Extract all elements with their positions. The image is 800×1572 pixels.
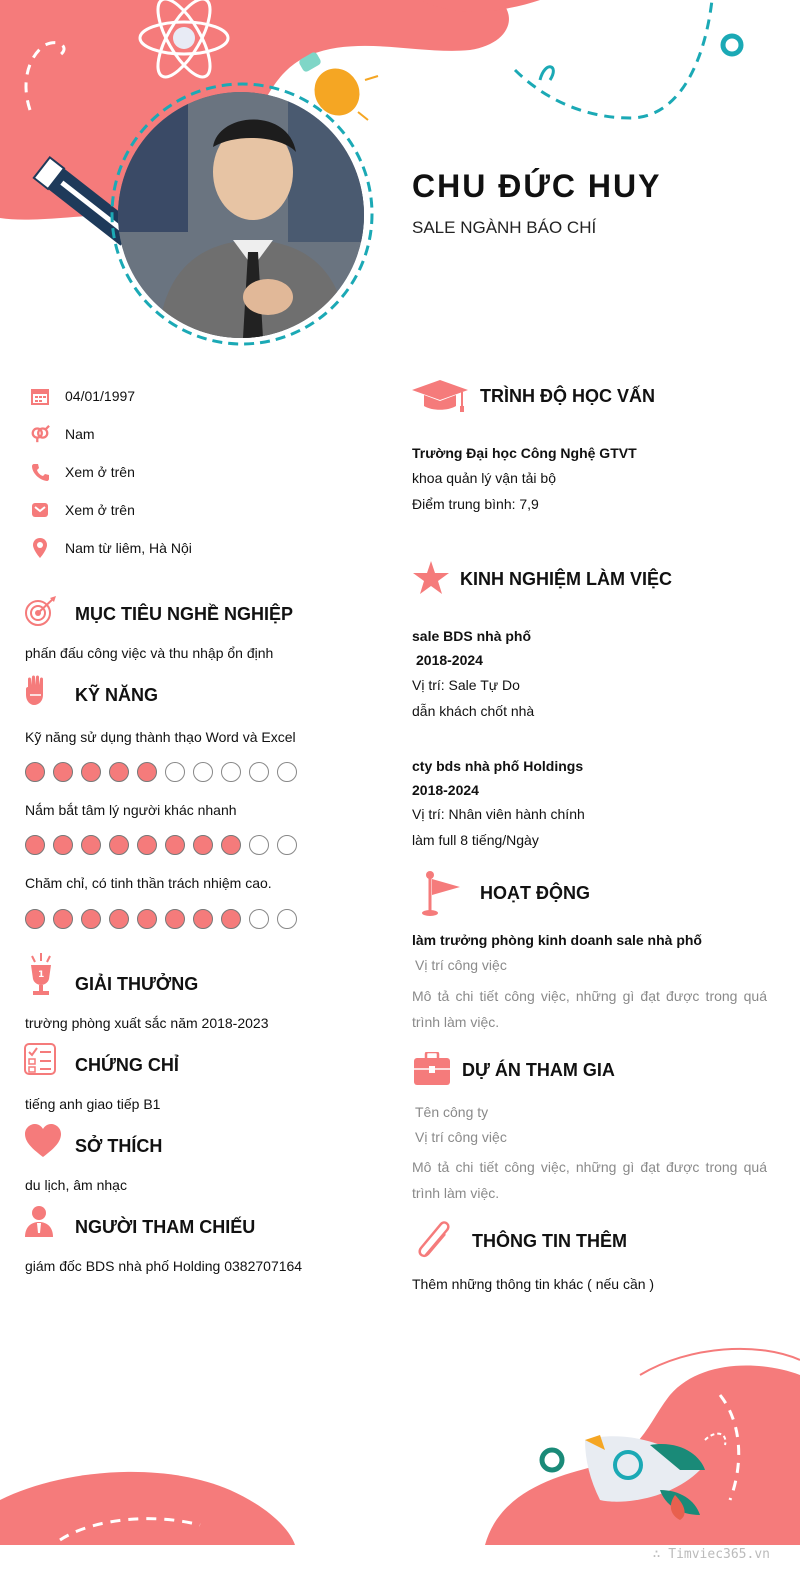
experience-company: sale BDS nhà phố	[412, 628, 532, 644]
star-icon	[413, 561, 449, 600]
rating-dot-filled	[137, 909, 157, 929]
hand-icon	[24, 675, 48, 712]
rating-dot-filled	[193, 835, 213, 855]
gender-icon	[30, 424, 50, 444]
activities-position: Vị trí công việc	[415, 957, 507, 973]
rating-dot-filled	[165, 909, 185, 929]
rating-dot-empty	[249, 762, 269, 782]
email-value: Xem ở trên	[65, 502, 135, 518]
activities-title: HOẠT ĐỘNG	[480, 883, 590, 903]
skill-rating	[25, 909, 297, 929]
profile-photo	[118, 92, 364, 338]
skill-rating	[25, 835, 297, 855]
activities-desc: Mô tả chi tiết công việc, những gì đạt được trong quá trình làm việc.	[412, 988, 767, 1030]
rating-dot-filled	[109, 762, 129, 782]
experience-period: 2018-2024	[416, 652, 483, 668]
rating-dot-empty	[277, 762, 297, 782]
watermark: ∴ Timviec365.vn	[652, 1547, 770, 1562]
rating-dot-filled	[53, 909, 73, 929]
references-text: giám đốc BDS nhà phố Holding 0382707164	[25, 1258, 303, 1274]
rating-dot-filled	[221, 835, 241, 855]
experience-desc: dẫn khách chốt nhà	[412, 703, 535, 719]
skills-title: KỸ NĂNG	[75, 685, 159, 705]
address-value: Nam từ liêm, Hà Nội	[65, 540, 192, 556]
rating-dot-filled	[53, 762, 73, 782]
person-icon	[24, 1205, 54, 1242]
info-phone	[30, 460, 135, 484]
candidate-role: SALE NGÀNH BÁO CHÍ	[412, 218, 597, 237]
rating-dot-filled	[81, 762, 101, 782]
rating-dot-empty	[249, 835, 269, 855]
awards-title: GIẢI THƯỞNG	[75, 974, 199, 994]
experience-position: Vị trí: Nhân viên hành chính	[412, 806, 585, 822]
extra-text: Thêm những thông tin khác ( nếu cần )	[412, 1276, 655, 1292]
projects-position: Vị trí công việc	[415, 1129, 507, 1145]
skill-name: Kỹ năng sử dụng thành thạo Word và Excel	[25, 729, 296, 745]
rating-dot-filled	[109, 835, 129, 855]
objective-text: phấn đấu công việc và thu nhập ổn định	[25, 645, 274, 661]
email-icon	[30, 500, 50, 520]
hobbies-text: du lịch, âm nhạc	[25, 1177, 127, 1193]
paperclip-icon	[415, 1220, 457, 1267]
rating-dot-filled	[193, 909, 213, 929]
rating-dot-empty	[249, 909, 269, 929]
rating-dot-filled	[25, 835, 45, 855]
experience-desc: làm full 8 tiếng/Ngày	[412, 832, 539, 848]
svg-text:1: 1	[38, 970, 45, 980]
rating-dot-filled	[25, 909, 45, 929]
rating-dot-empty	[277, 835, 297, 855]
certificates-text: tiếng anh giao tiếp B1	[25, 1096, 161, 1112]
awards-text: trường phòng xuất sắc năm 2018-2023	[25, 1015, 269, 1031]
projects-company: Tên công ty	[415, 1104, 489, 1120]
education-title: TRÌNH ĐỘ HỌC VẤN	[480, 386, 655, 406]
references-title: NGƯỜI THAM CHIẾU	[75, 1217, 256, 1237]
skill-name: Chăm chỉ, có tinh thần trách nhiệm cao.	[25, 875, 272, 891]
rating-dot-filled	[53, 835, 73, 855]
rating-dot-empty	[221, 762, 241, 782]
info-gender	[30, 422, 95, 446]
experience-company: cty bds nhà phố Holdings	[412, 758, 584, 774]
candidate-name: CHU ĐỨC HUY	[412, 168, 662, 204]
rating-dot-filled	[165, 835, 185, 855]
education-school: Trường Đại học Công Nghệ GTVT	[412, 445, 637, 461]
phone-value: Xem ở trên	[65, 464, 135, 480]
objective-title: MỤC TIÊU NGHỀ NGHIỆP	[75, 604, 294, 624]
trophy-icon	[24, 953, 58, 1002]
rating-dot-filled	[81, 909, 101, 929]
birthday-value: 04/01/1997	[65, 388, 136, 404]
projects-desc: Mô tả chi tiết công việc, những gì đạt được trong quá trình làm việc.	[412, 1159, 767, 1201]
hobbies-title: SỞ THÍCH	[75, 1136, 163, 1156]
education-gpa: Điểm trung bình: 7,9	[412, 496, 539, 512]
rating-dot-filled	[81, 835, 101, 855]
skill-name: Nắm bắt tâm lý người khác nhanh	[25, 802, 237, 818]
rating-dot-empty	[193, 762, 213, 782]
location-icon	[30, 538, 50, 558]
education-major: khoa quản lý vận tải bộ	[412, 470, 556, 486]
target-icon	[24, 596, 58, 633]
graduation-cap-icon	[412, 378, 468, 419]
rating-dot-filled	[137, 762, 157, 782]
certificates-title: CHỨNG CHỈ	[75, 1055, 179, 1075]
skill-rating	[25, 762, 297, 782]
gender-value: Nam	[65, 426, 95, 442]
rating-dot-filled	[137, 835, 157, 855]
rating-dot-filled	[109, 909, 129, 929]
experience-period: 2018-2024	[412, 782, 479, 798]
checklist-icon	[24, 1043, 56, 1080]
rating-dot-empty	[277, 909, 297, 929]
info-email	[30, 498, 135, 522]
calendar-icon	[30, 386, 50, 406]
phone-icon	[30, 462, 50, 482]
rating-dot-empty	[165, 762, 185, 782]
experience-title: KINH NGHIỆM LÀM VIỆC	[460, 569, 673, 589]
briefcase-icon	[414, 1052, 450, 1091]
heart-icon	[24, 1124, 62, 1163]
flag-icon	[418, 871, 462, 922]
projects-title: DỰ ÁN THAM GIA	[462, 1060, 615, 1080]
rating-dot-filled	[221, 909, 241, 929]
experience-position: Vị trí: Sale Tự Do	[412, 677, 520, 693]
info-birthday	[30, 384, 135, 408]
extra-title: THÔNG TIN THÊM	[472, 1231, 627, 1251]
rating-dot-filled	[25, 762, 45, 782]
activities-heading: làm trưởng phòng kinh doanh sale nhà phố	[412, 932, 702, 948]
info-address	[30, 536, 192, 560]
